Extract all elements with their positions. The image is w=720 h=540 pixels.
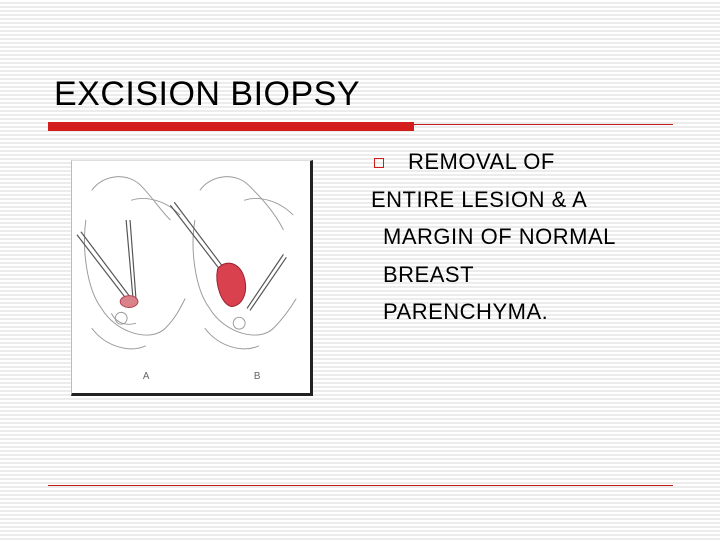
- bullet-line-3: [371, 218, 691, 256]
- panel-b-excised-lesion: [217, 263, 246, 306]
- bullet-point: [371, 143, 691, 331]
- panel-a-label: A: [142, 371, 150, 383]
- bullet-line-1: [371, 143, 691, 181]
- surgical-drawing: [72, 161, 310, 393]
- bullet-text-line-3: MARGIN OF NORMAL: [383, 224, 616, 249]
- title-accent-bar: [48, 122, 414, 131]
- panel-b-label: B: [253, 371, 261, 383]
- panel-a-torso: [85, 177, 186, 349]
- bullet-text-line-4: BREAST: [383, 261, 475, 287]
- bullet-line-5: [371, 293, 691, 331]
- slide-title: EXCISION BIOPSY: [54, 75, 361, 113]
- bullet-text-line-1: REMOVAL OF: [408, 149, 555, 174]
- bullet-text-line-5: PARENCHYMA.: [383, 299, 549, 324]
- square-bullet-icon: [374, 158, 384, 168]
- bullet-text-line-2: ENTIRE LESION & A: [371, 186, 588, 212]
- panel-b-torso: [193, 177, 296, 349]
- bullet-line-2: [371, 181, 691, 219]
- excision-biopsy-illustration: [71, 160, 313, 396]
- panel-a-incision: [120, 296, 138, 308]
- footer-rule: [48, 485, 673, 486]
- bullet-line-4: [371, 256, 691, 294]
